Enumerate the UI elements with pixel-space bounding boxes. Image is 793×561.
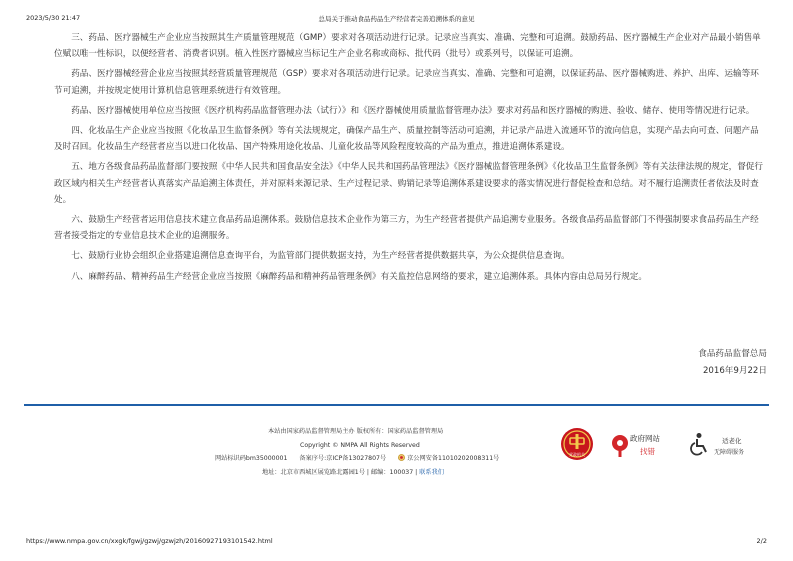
paragraph-8: 八、麻醉药品、精神药品生产经营企业应当按照《麻醉药品和精神药品管理条例》有关监控信息网络的要求，建立追溯体系。具体内容由总局另行规定。: [71, 271, 647, 282]
article-body: [54, 30, 766, 289]
police-badge-icon: [398, 454, 405, 461]
paragraph-3c: 药品、医疗器械使用单位应当按照《医疗机构药品监督管理办法（试行）》和《医疗器械使用质量监督管理办法》要求对药品和医疗器械的购进、验收、储存、使用等情况进行记录。: [71, 105, 755, 116]
footer-icp[interactable]: 备案序号:京ICP备13027807号: [299, 455, 387, 462]
site-footer-info: [200, 425, 540, 479]
paragraph-3b: 药品、医疗器械经营企业应当按照其经营质量管理规范（GSP）要求对各项活动进行记录。记录应当真实、准确、完整和可追溯，以保证药品、医疗器械购进、养护、出库、运输等环节可追溯，并按规定使用计算机信息管理系统进行有效管理。: [54, 69, 759, 96]
print-page-number: 2/2: [756, 537, 767, 545]
gov-website-label[interactable]: 政府网站: [630, 434, 660, 443]
contact-us-link[interactable]: 联系我们: [419, 468, 444, 476]
party-gov-badge-label: 党政机关: [569, 452, 585, 457]
footer-site-id: 网站标识码bm35000001: [215, 455, 288, 462]
footer-divider: [24, 404, 769, 406]
footer-sponsor: 本站由国家药品监督管理局主办 版权所有：国家药品监督管理局: [268, 428, 444, 435]
footer-police[interactable]: 京公网安备11010202008311号: [407, 455, 500, 462]
print-page-title: 总局关于推动食品药品生产经营者完善追溯体系的意见: [318, 15, 475, 23]
elderly-friendly-label[interactable]: 适老化: [722, 437, 742, 445]
print-datetime: 2023/5/30 21:47: [26, 14, 81, 22]
paragraph-7: 七、鼓励行业协会组织企业搭建追溯信息查询平台，为监管部门提供数据支持，为生产经营者提供数据共享，为公众提供信息查询。: [71, 251, 570, 262]
print-url: https://www.nmpa.gov.cn/xxgk/fgwj/gzwj/gzwjzh/20160927193101542.html: [26, 537, 273, 545]
gov-website-error-label[interactable]: 找错: [640, 447, 655, 456]
signature-org: 食品药品监督总局: [698, 349, 767, 359]
paragraph-3: 三、药品、医疗器械生产企业应当按照其生产质量管理规范（GMP）要求对各项活动进行记录。记录应当真实、准确、完整和可追溯。鼓励药品、医疗器械生产企业对产品最小销售单位赋以唯一性标识，以便经营者、消费者识别。植入性医疗器械应当标记生产企业名称或商标、批代码（批号）或系列号，以保证可追溯。: [54, 33, 761, 60]
print-footer: [26, 537, 767, 549]
footer-address: 地址：北京市西城区展览路北露园1号 | 邮编：100037 |: [262, 468, 418, 476]
footer-address-row: [200, 466, 540, 480]
paragraph-4: 四、化妆品生产企业应当按照《化妆品卫生监督条例》等有关法规规定，确保产品生产、质量控制等活动可追溯，并记录产品进入流通环节的流向信息，实现产品去向可查、问题产品及时召回。化妆品生产经营者应当以进口化妆品、国产特殊用途化妆品、儿童化妆品等风险程度较高的产品为重点，推进追溯体系建设。: [54, 126, 759, 153]
paragraph-6: 六、鼓励生产经营者运用信息技术建立食品药品追溯体系。鼓励信息技术企业作为第三方，为生产经营者提供产品追溯专业服务。各级食品药品监督部门不得强制要求食品药品生产经营者接受指定的专业信息技术企业的追溯服务。: [54, 215, 759, 242]
accessibility-icon[interactable]: [690, 432, 712, 456]
print-header: [26, 14, 767, 26]
paragraph-5: 五、地方各级食品药品监督部门要按照《中华人民共和国食品安全法》《中华人民共和国药品管理法》《医疗器械监督管理条例》《化妆品卫生监督条例》等有关法律法规的规定，督促行政区域内相关生产经营者认真落实产品追溯主体责任，并对原料来源记录、生产过程记录、购销记录等追溯体系建设要求的落实情况进行督促检查和总结。对不履行追溯责任者依法及时查处。: [54, 162, 763, 205]
signature-block: [698, 346, 767, 380]
footer-registration: [200, 452, 540, 466]
footer-copyright: Copyright © NMPA All Rights Reserved: [300, 441, 420, 449]
signature-date: 2016年9月22日: [702, 366, 767, 376]
accessibility-service-label[interactable]: 无障碍服务: [714, 449, 745, 456]
